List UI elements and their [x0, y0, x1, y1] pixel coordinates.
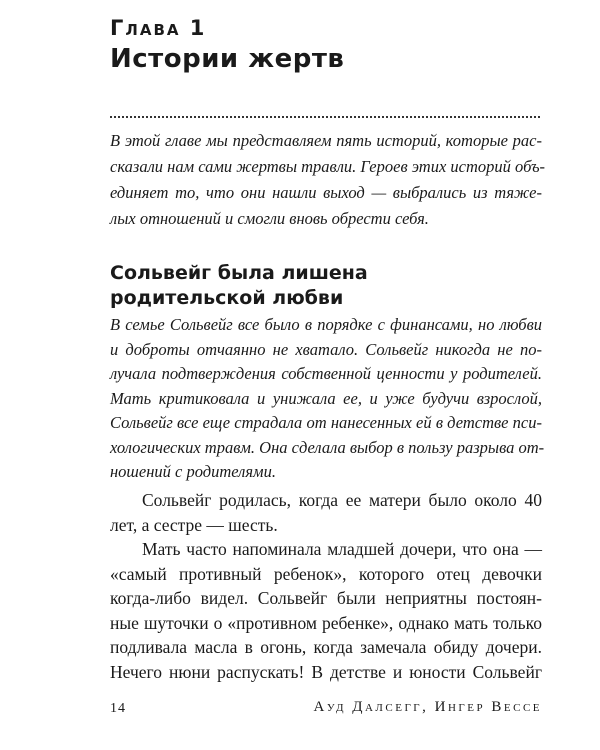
page-number: 14 — [110, 701, 126, 716]
section-intro-line: хологических травм. Она сделала выбор в пользу разрыва от- — [110, 437, 545, 457]
body-line: ные шуточки о «противном ребенке», однако мать только — [110, 612, 542, 633]
chapter-title: Истории жертв — [110, 44, 345, 74]
section-intro — [110, 313, 545, 485]
body-line: подливала масла в огонь, когда замечала обиду дочери. — [110, 637, 542, 657]
section-intro-line: В семье Сольвейг все было в порядке с финансами, но любви — [110, 315, 542, 334]
section-intro-line: лучала подтверждения собственной ценности у родителей. — [110, 364, 542, 383]
body-line: Мать часто напоминала младшей дочери, что она — — [142, 539, 542, 559]
section-intro-line: Сольвейг все еще страдала от нанесенных ей в детстве пси- — [110, 413, 542, 432]
section-heading — [110, 261, 368, 311]
intro-line: лых отношений и смогли вновь обрести себя. — [110, 209, 429, 228]
intro-line: единяет то, что они нашли выход — выбрались из тяже- — [110, 183, 542, 202]
body-line: Сольвейг родилась, когда ее матери было около 40 — [142, 490, 542, 510]
body-text — [110, 488, 542, 684]
intro-line: В этой главе мы представляем пять историй, которые рас- — [110, 131, 542, 150]
section-intro-line: ношений с родителями. — [110, 462, 276, 481]
section-intro-line: и доброты отчаянно не хватало. Сольвейг никогда не по- — [110, 339, 542, 359]
dotted-divider — [110, 116, 540, 118]
body-line: когда-либо видел. Сольвейг были неприятны постоян- — [110, 588, 542, 608]
section-heading-line: Сольвейг была лишена — [110, 262, 368, 284]
section-heading-line: родительской любви — [110, 287, 344, 309]
body-line: лет, а сестре — шесть. — [110, 514, 278, 535]
body-line: Нечего нюни распускать! В детстве и юности Сольвейг — [110, 661, 542, 682]
chapter-intro — [110, 128, 546, 232]
intro-line: сказали нам сами жертвы травли. Героев этих историй объ- — [110, 157, 546, 176]
body-line: «самый противный ребенок», которого отец девочки — [110, 563, 542, 584]
section-intro-line: Мать критиковала и унижала ее, и уже будучи взрослой, — [110, 388, 542, 408]
chapter-label: Глава 1 — [110, 16, 207, 40]
running-footer-authors: Ауд Далсегг, Ингер Вессе — [313, 699, 542, 715]
